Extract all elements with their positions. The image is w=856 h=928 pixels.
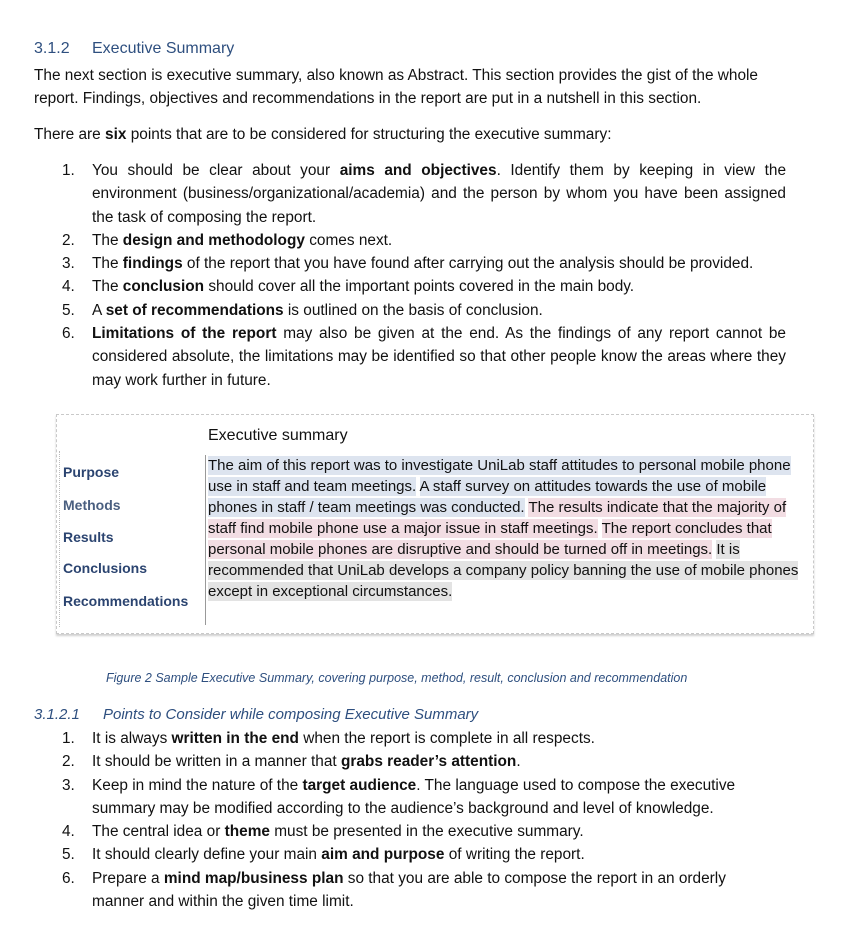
summary-methods: A staff survey on attitudes towards the use of mobile phones in staff / team meetings was conducted. [208, 478, 767, 516]
subsection-number: 3.1.2.1 [34, 706, 80, 723]
list-item: 2. It should be written in a manner that grabs reader’s attention. [62, 753, 521, 771]
intro-paragraph: The next section is executive summary, also known as Abstract. This section provides the gist of the whole report. Findings, objectives and recommendations in the report are put in a nutshell in this section. [34, 67, 758, 107]
list-item: 5. A set of recommendations is outlined on the basis of conclusion. [62, 301, 543, 319]
six-points-intro: There are six points that are to be considered for structuring the executive summary: [34, 126, 612, 143]
summary-purpose: The aim of this report was to investigate UniLab staff attitudes to personal mobile phone use in staff and team meetings. [208, 457, 791, 495]
list-item: 4. The conclusion should cover all the important points covered in the main body. [62, 278, 635, 296]
list-item: 1. It is always written in the end when the report is complete in all respects. [62, 730, 595, 747]
figure-summary-text [208, 455, 806, 602]
list-item: 6. Prepare a mind map/business plan so that you are able to compose the report in an orderly manner and within the given time limit. [62, 869, 726, 911]
figure-label-results: Results [63, 529, 114, 545]
list-item: 6. Limitations of the report may also be given at the end. As the findings of any report cannot be considered absolute, the limitations may be identified so that other people know the areas where they may work further in future. [62, 325, 786, 389]
list-item: 3. The findings of the report that you have found after carrying out the analysis should be provided. [62, 255, 754, 273]
list-item: 5. It should clearly define your main aim and purpose of writing the report. [62, 846, 585, 864]
summary-results: The results indicate that the majority of staff find mobile phone use a major issue in staff meetings. [208, 499, 787, 537]
list-item: 4. The central idea or theme must be presented in the executive summary. [62, 823, 584, 841]
section-heading [34, 40, 234, 58]
subsection-title: Points to Consider while composing Executive Summary [103, 706, 479, 723]
figure-divider [59, 451, 61, 627]
figure-label-conclusions: Conclusions [63, 560, 148, 576]
section-number: 3.1.2 [34, 40, 70, 57]
list-item: 3. Keep in mind the nature of the target audience. The language used to compose the executive summary may be modified according to the audience’s background and level of knowledge. [62, 776, 736, 817]
subsection-heading [34, 706, 478, 723]
structure-points-list [62, 159, 786, 392]
figure-divider [205, 455, 206, 625]
figure-caption: Figure 2 Sample Executive Summary, covering purpose, method, result, conclusion and recommendation [106, 671, 688, 685]
executive-summary-figure [56, 414, 814, 634]
considerations-list [62, 727, 762, 913]
figure-label-methods: Methods [63, 497, 121, 513]
list-item: 1. You should be clear about your aims and objectives. Identify them by keeping in view the environment (business/organizational/academia) and the person by whom you have been assigned the task of composing the report. [62, 162, 787, 226]
section-title: Executive Summary [92, 40, 235, 57]
figure-title: Executive summary [208, 427, 348, 444]
figure-label-purpose: Purpose [63, 464, 120, 480]
list-item: 2. The design and methodology comes next. [62, 231, 393, 249]
summary-conclusions: The report concludes that personal mobile phones are disruptive and should be turned off in meetings. [208, 520, 772, 558]
summary-recommendations: It is recommended that UniLab develops a company policy banning the use of mobile phones except in exceptional circumstances. [208, 541, 799, 600]
figure-label-recommendations: Recommendations [63, 593, 189, 609]
